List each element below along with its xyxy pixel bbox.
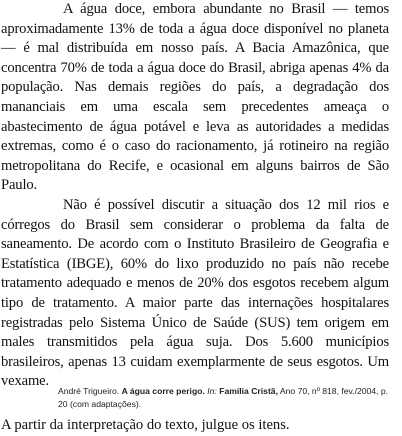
- paragraph-2: Não é possível discutir a situação dos 12 mil rios e córregos do Brasil sem considerar o problema da falta de saneamento. De acordo com o Instituto Brasileiro de Geografia e Estatística (IBGE), 60% do lixo produzido no país não recebe tratamento adequado e menos de 20% dos esgotos recebem algum tipo de tratamento. A maior parte das internações hospitalares registradas pelo Sistema Único de Saúde (SUS) tem origem em males transmitidos pela água suja. Dos 5.600 municípios brasileiros, apenas 13 cuidam exemplarmente de seus esgotos. Um vexame.: [1, 196, 389, 390]
- cut-off-text-line: A partir da interpretação do texto, julgue os itens.: [1, 417, 290, 433]
- citation-title: A água corre perigo.: [121, 386, 205, 396]
- citation-in-label: In:: [207, 386, 217, 396]
- citation-author: André Trigueiro.: [58, 386, 120, 396]
- paragraph-1: A água doce, embora abundante no Brasil — temos aproximadamente 13% de toda a água doce disponível no planeta — é mal distribuída em nosso país. A Bacia Amazônica, que concentra 70% de toda a água doce do Brasil, abriga apenas 4% da população. Nas demais regiões do país, a degradação dos mananciais em uma escala sem precedentes ameaça o abastecimento de água potável e leva as autoridades a medidas extremas, como é o caso do racionamento, já rotineiro na região metropolitana do Recife, e ocasional em alguns bairros de São Paulo.: [1, 1, 389, 194]
- citation-publication: Família Cristã,: [219, 386, 278, 396]
- citation-details: Ano 70, nº 818, fev./2004, p. 20 (com adaptações).: [58, 386, 389, 409]
- source-citation: [58, 385, 388, 411]
- article-text: [1, 0, 389, 392]
